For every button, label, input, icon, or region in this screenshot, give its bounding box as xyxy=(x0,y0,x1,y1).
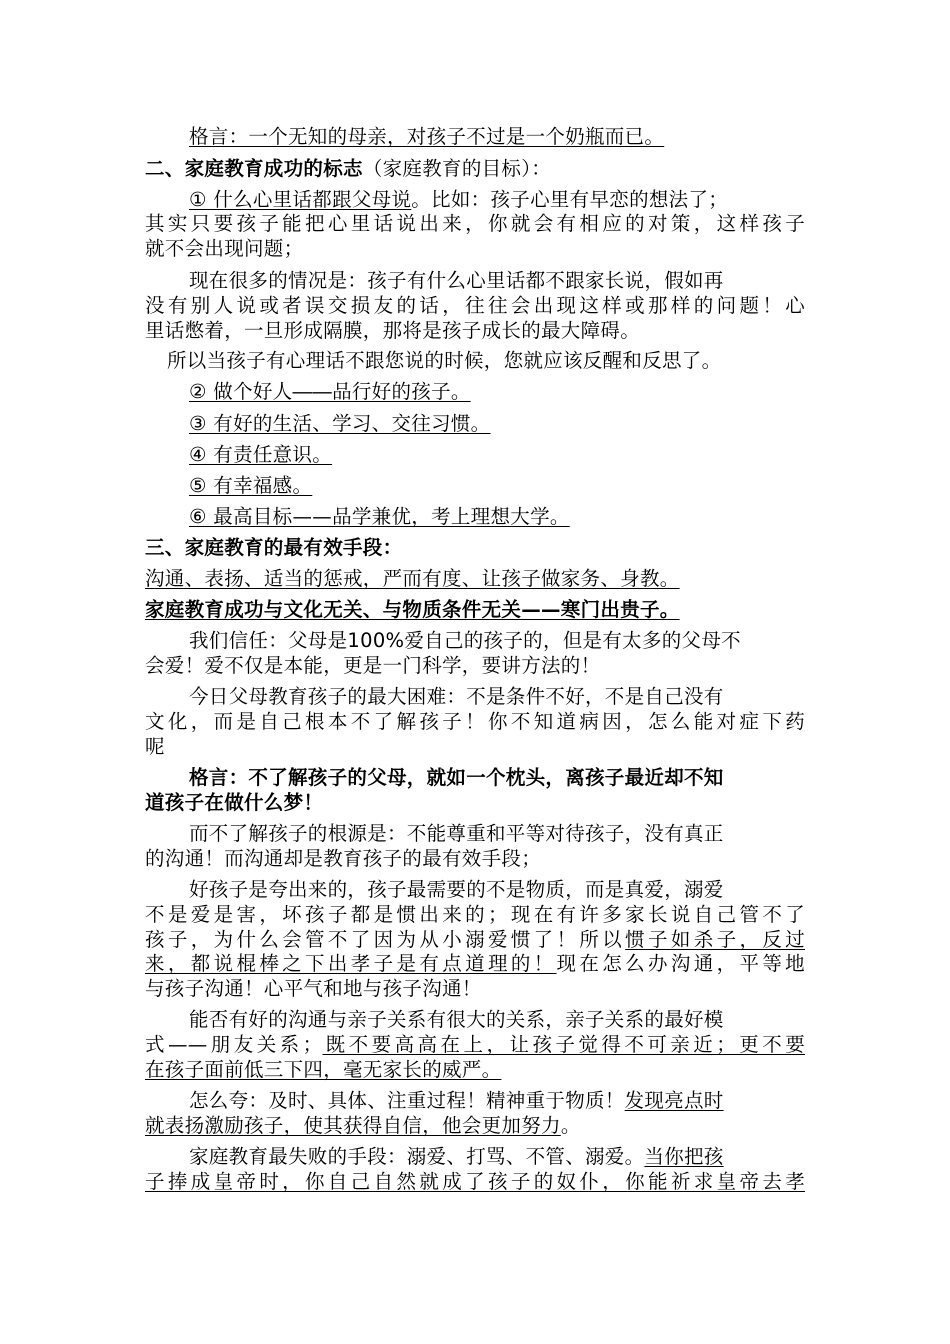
text-run: 怎么夸：及时、具体、注重过程！精神重于物质！ xyxy=(189,1089,625,1112)
goal-item-1 xyxy=(189,188,849,212)
underlined-run: 发现亮点时 xyxy=(624,1089,724,1112)
section-heading-3: 三、家庭教育的最有效手段： xyxy=(145,536,403,559)
underlined-run: 惯子如杀子，反过 xyxy=(625,928,805,951)
paragraph-line: 与孩子沟通！心平气和地与孩子沟通！ xyxy=(145,977,482,1000)
paragraph-line: 其实只要孩子能把心里话说出来，你就会有相应的对策，这样孩子 xyxy=(145,212,805,235)
paragraph-line: 里话憋着，一旦形成隔膜，那将是孩子成长的最大障碍。 xyxy=(145,319,641,342)
goal-item-1-text: 。比如：孩子心里有早恋的想法了； xyxy=(411,188,729,211)
underlined-run: 来，都说棍棒之下出孝子是有点道理的！ xyxy=(145,952,557,975)
motto-bold: 道孩子在做什么梦！ xyxy=(145,791,324,814)
paragraph-line: 所以当孩子有心理话不跟您说的时候，您就应该反醒和反思了。 xyxy=(167,349,722,372)
paragraph-line: 的沟通！而沟通却是教育孩子的最有效手段； xyxy=(145,847,542,870)
bold-statement: 家庭教育成功与文化无关、与物质条件无关——寒门出贵子。 xyxy=(145,598,680,621)
paragraph-line: 会爱！爱不仅是本能，更是一门科学，要讲方法的！ xyxy=(145,654,601,677)
paragraph-line xyxy=(145,1033,805,1057)
goal-item-1-title: ① 什么心里话都跟父母说 xyxy=(189,188,412,211)
paragraph-line: 子捧成皇帝时，你自己自然就成了孩子的奴仆，你能祈求皇帝去孝 xyxy=(145,1170,805,1193)
heading-note: （家庭教育的目标）： xyxy=(362,157,552,180)
paragraph-line: 而不了解孩子的根源是：不能尊重和平等对待孩子，没有真正 xyxy=(189,822,724,845)
underlined-run: 既不要高高在上，让孩子觉得不可亲近；更不要 xyxy=(322,1033,805,1056)
paragraph-line: 文化，而是自己根本不了解孩子！你不知道病因，怎么能对症下药 xyxy=(145,710,805,733)
goal-item-6: ⑥ 最高目标——品学兼优，考上理想大学。 xyxy=(189,505,570,528)
underlined-run: 当你把孩 xyxy=(644,1145,724,1168)
paragraph-line: 呢 xyxy=(145,735,165,758)
text-run: 现在怎么办沟通，平等地 xyxy=(556,952,805,975)
section-heading-2 xyxy=(145,157,805,181)
text-run: 式——朋友关系； xyxy=(145,1033,323,1056)
means-line: 沟通、表扬、适当的惩戒，严而有度、让孩子做家务、身教。 xyxy=(145,567,680,590)
paragraph-line: 在孩子面前低三下四，毫无家长的威严。 xyxy=(145,1058,502,1081)
text-run: 家庭教育最失败的手段：溺爱、打骂、不管、溺爱。 xyxy=(189,1145,645,1168)
motto-line: 格言：一个无知的母亲，对孩子不过是一个奶瓶而已。 xyxy=(189,125,665,148)
paragraph-line: 没有别人说或者误交损友的话，往往会出现这样或那样的问题！心 xyxy=(145,294,805,317)
paragraph-line: 能否有好的沟通与亲子关系有很大的关系，亲子关系的最好模 xyxy=(189,1008,724,1031)
paragraph-line: 就不会出现问题； xyxy=(145,237,304,260)
goal-item-3: ③ 有好的生活、学习、交往习惯。 xyxy=(189,412,491,435)
text-run: 孩子，为什么会管不了因为从小溺爱惯了！所以 xyxy=(145,928,626,951)
motto-bold: 格言：不了解孩子的父母，就如一个枕头，离孩子最近却不知 xyxy=(189,766,724,789)
paragraph-line xyxy=(189,1089,849,1113)
text-run: 。 xyxy=(560,1114,581,1137)
paragraph-line xyxy=(145,1114,805,1138)
heading-text: 二、家庭教育成功的标志 xyxy=(145,157,363,180)
underlined-run: 就表扬激励孩子，使其获得自信，他会更加努力 xyxy=(145,1114,561,1137)
paragraph-line: 现在很多的情况是：孩子有什么心里话都不跟家长说，假如再 xyxy=(189,269,724,292)
paragraph-line xyxy=(145,952,805,976)
paragraph-line: 不是爱是害，坏孩子都是惯出来的；现在有许多家长说自己管不了 xyxy=(145,903,805,926)
paragraph-line: 好孩子是夸出来的，孩子最需要的不是物质，而是真爱，溺爱 xyxy=(189,878,724,901)
paragraph-line: 我们信任：父母是100%爱自己的孩子的，但是有太多的父母不 xyxy=(189,629,741,652)
paragraph-line xyxy=(145,928,805,952)
goal-item-5: ⑤ 有幸福感。 xyxy=(189,474,313,497)
paragraph-line xyxy=(189,1145,849,1169)
goal-item-2: ② 做个好人――品行好的孩子。 xyxy=(189,380,471,403)
goal-item-4: ④ 有责任意识。 xyxy=(189,443,333,466)
paragraph-line: 今日父母教育孩子的最大困难：不是条件不好，不是自己没有 xyxy=(189,685,724,708)
